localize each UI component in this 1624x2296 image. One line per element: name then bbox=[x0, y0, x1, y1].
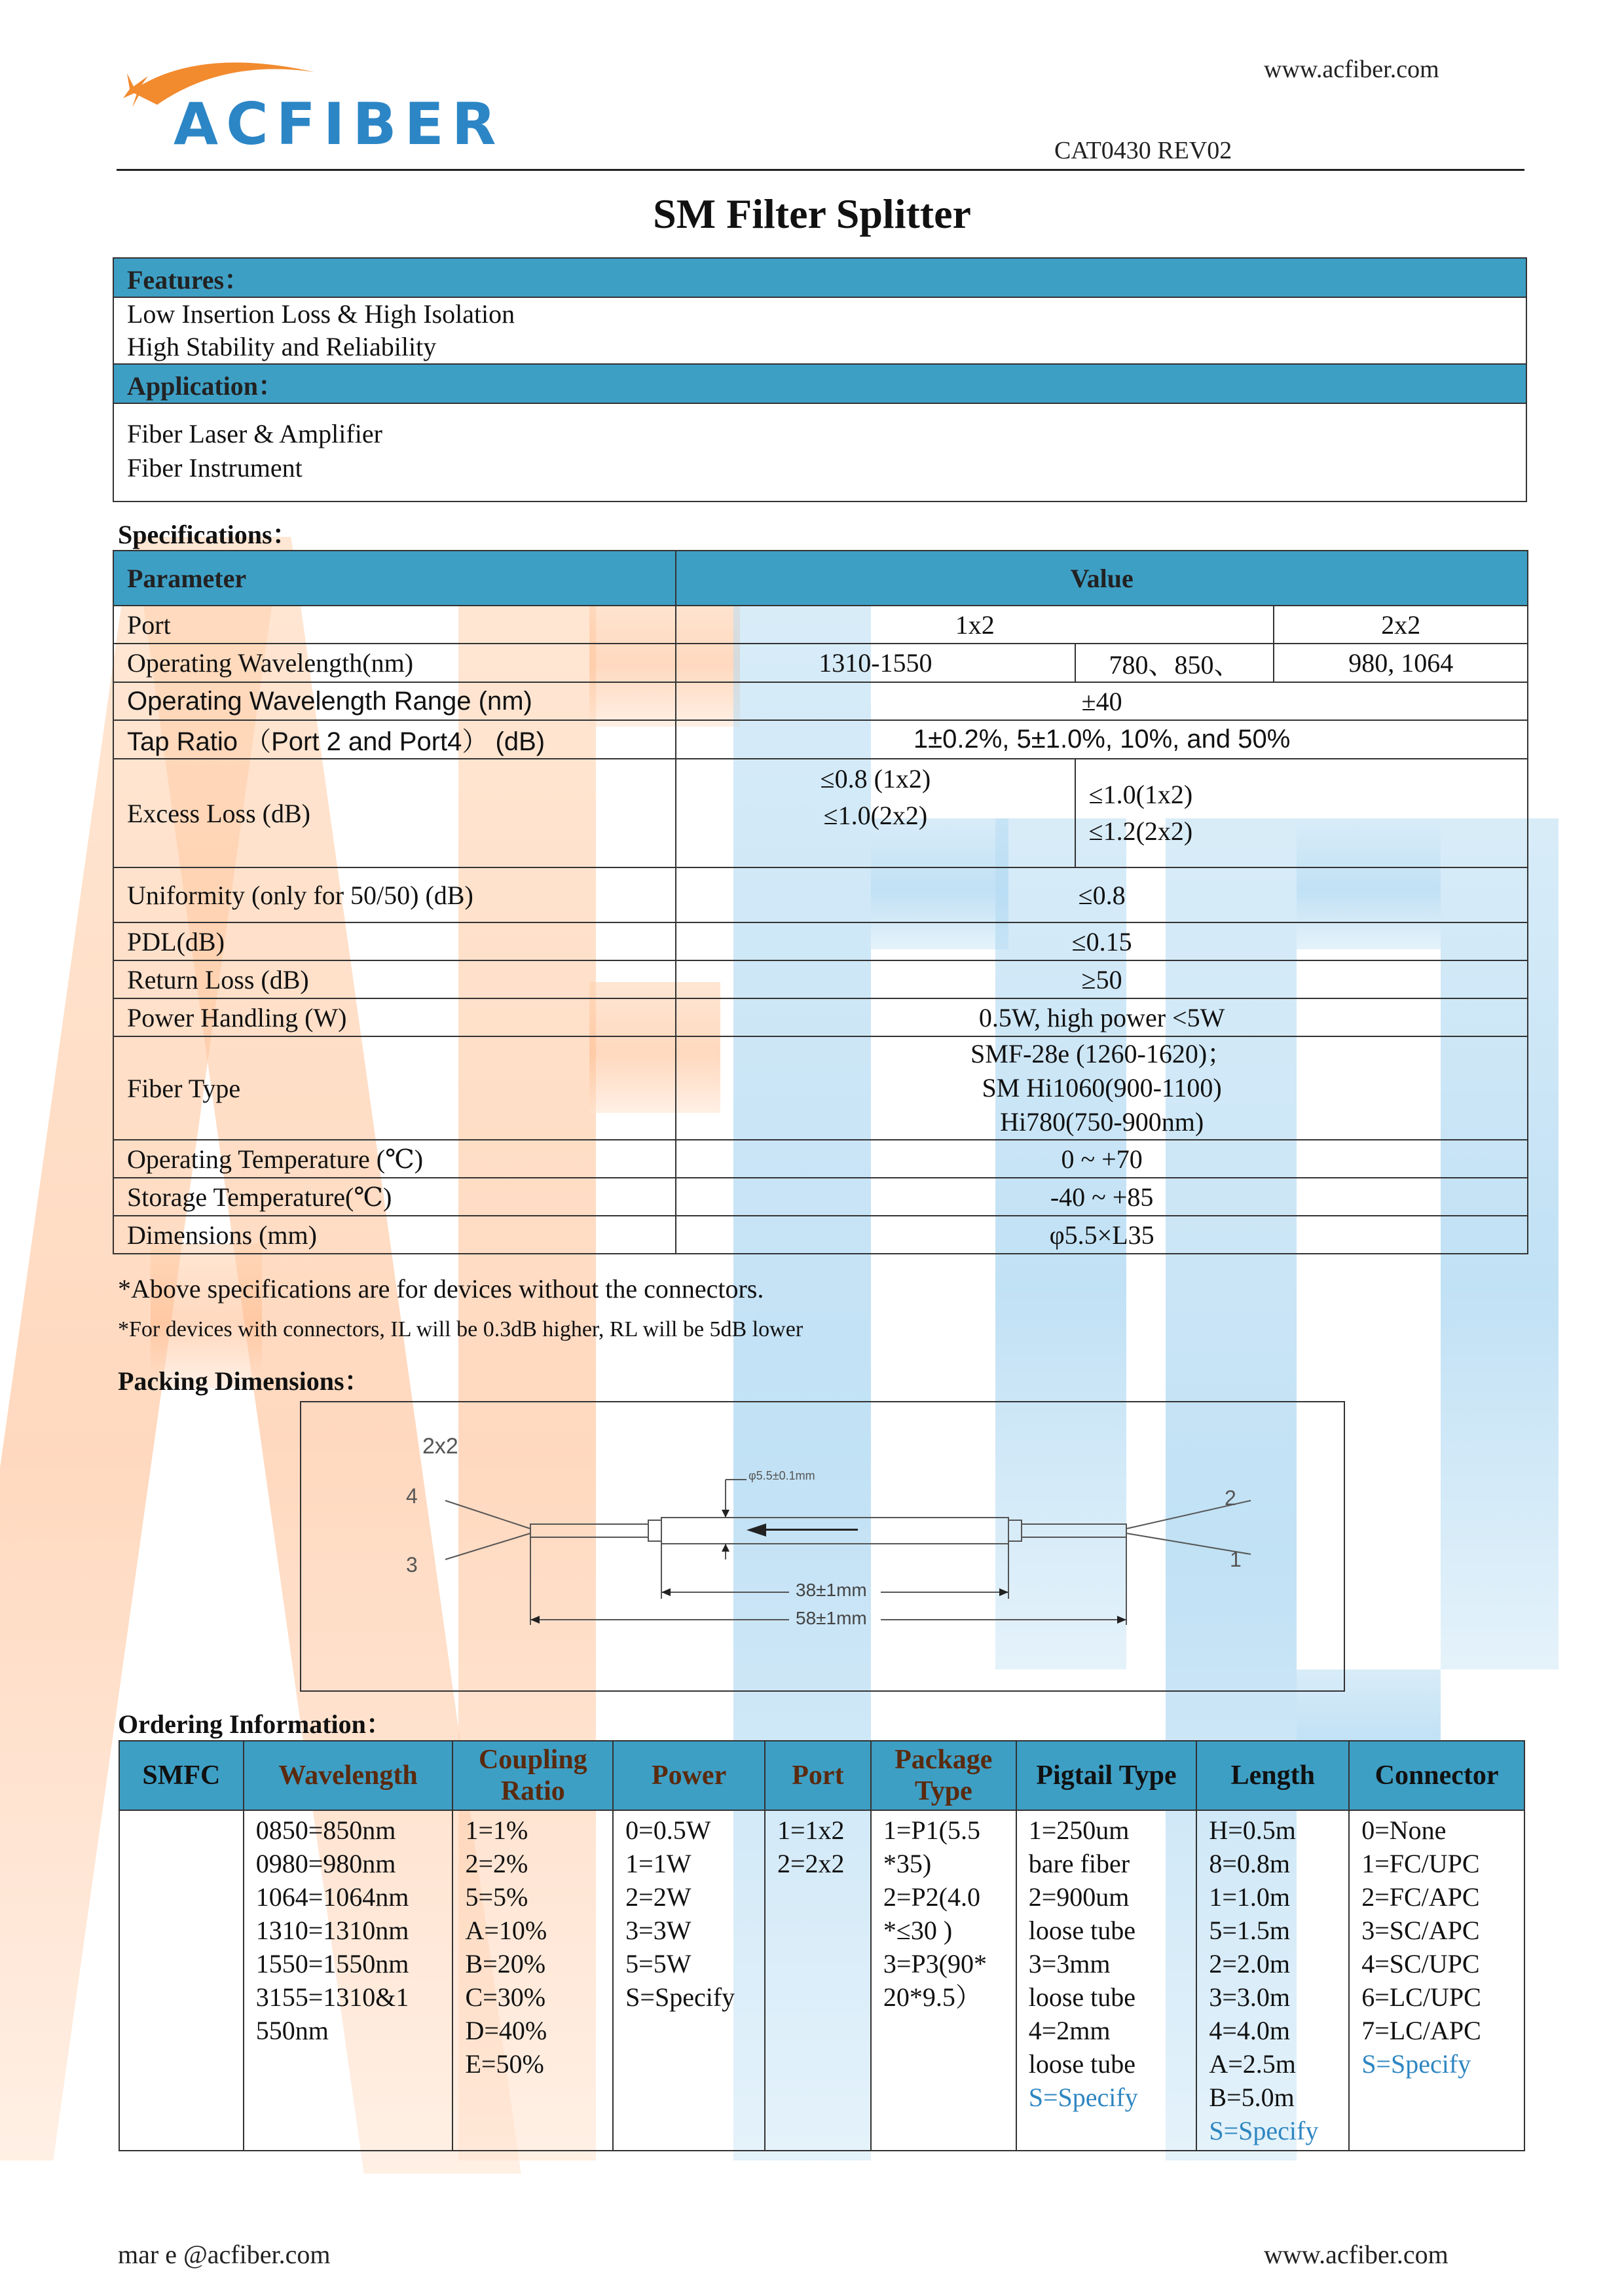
ord-option: 3=P3(90* bbox=[883, 1949, 987, 1978]
ord-col-pigtail: Pigtail Type bbox=[1016, 1741, 1197, 1810]
param-label: Port bbox=[113, 606, 676, 644]
diagram-length-outer: 58±1mm bbox=[796, 1608, 867, 1628]
ord-option: loose tube bbox=[1028, 1982, 1136, 2012]
application-item: Fiber Instrument bbox=[127, 453, 303, 483]
ord-option: 3=3mm bbox=[1028, 1949, 1111, 1978]
ord-col-smfc: SMFC bbox=[119, 1741, 244, 1810]
param-value: ≥50 bbox=[676, 960, 1528, 998]
ord-col-coupling: Coupling Ratio bbox=[452, 1741, 613, 1810]
ord-option: 4=4.0m bbox=[1209, 2016, 1291, 2045]
ord-option: *≤30 ) bbox=[883, 1916, 953, 1945]
diagram-port-3: 3 bbox=[406, 1553, 418, 1576]
feature-item: Low Insertion Loss & High Isolation bbox=[127, 299, 515, 329]
param-label: Excess Loss (dB) bbox=[113, 759, 676, 867]
ord-option: 2=FC/APC bbox=[1361, 1882, 1480, 1912]
param-label: Tap Ratio （Port 2 and Port4） (dB) bbox=[113, 720, 676, 759]
ordering-label: Ordering Information： bbox=[118, 1709, 392, 1739]
param-value: 980, 1064 bbox=[1274, 644, 1528, 682]
application-item: Fiber Laser & Amplifier bbox=[127, 419, 382, 448]
note-connectors: *Above specifications are for devices without the connectors. bbox=[118, 1274, 764, 1303]
ord-smfc-cell bbox=[119, 1810, 244, 2151]
param-value: ≤1.0(2x2) bbox=[823, 801, 928, 830]
note-connector-loss: *For devices with connectors, IL will be 0.3dB higher, RL will be 5dB lower bbox=[118, 1317, 803, 1341]
diagram-type-label: 2x2 bbox=[422, 1434, 458, 1459]
features-header: Features： bbox=[113, 258, 1526, 297]
param-label: Fiber Type bbox=[113, 1036, 676, 1140]
ord-option: 3155=1310&1 bbox=[255, 1982, 409, 2012]
ord-col-connector: Connector bbox=[1349, 1741, 1524, 1810]
ord-option: 8=0.8m bbox=[1209, 1849, 1291, 1878]
ord-option: 3=SC/APC bbox=[1361, 1916, 1480, 1945]
param-label: PDL(dB) bbox=[113, 922, 676, 960]
param-value: -40 ~ +85 bbox=[676, 1178, 1528, 1216]
ord-option: 3=3W bbox=[625, 1916, 692, 1945]
diagram-port-4: 4 bbox=[406, 1484, 418, 1508]
param-value: 1x2 bbox=[676, 606, 1274, 644]
ord-col-length: Length bbox=[1196, 1741, 1349, 1810]
param-label: Operating Wavelength Range (nm) bbox=[113, 682, 676, 720]
ord-option: 2=P2(4.0 bbox=[883, 1882, 980, 1912]
param-value: 0.5W, high power <5W bbox=[676, 998, 1528, 1036]
ord-option: 1=P1(5.5 bbox=[883, 1815, 980, 1845]
ord-option: 6=LC/UPC bbox=[1361, 1982, 1481, 2012]
diagram-length-inner: 38±1mm bbox=[796, 1580, 867, 1600]
param-value: Hi780(750-900nm) bbox=[1000, 1107, 1204, 1137]
ord-option: 2=2x2 bbox=[777, 1849, 845, 1878]
param-value: ≤1.2(2x2) bbox=[1088, 816, 1193, 846]
ord-option: 0=0.5W bbox=[625, 1815, 711, 1845]
ord-option: 1310=1310nm bbox=[255, 1916, 409, 1945]
ord-option: 0=None bbox=[1361, 1815, 1447, 1845]
ord-option: 1=250um bbox=[1028, 1815, 1130, 1845]
col-value: Value bbox=[676, 551, 1528, 606]
ord-option: 550nm bbox=[255, 2016, 329, 2045]
ord-option: C=30% bbox=[465, 1982, 546, 2012]
footer-email: mar e @acfiber.com bbox=[118, 2240, 331, 2269]
param-label: Dimensions (mm) bbox=[113, 1216, 676, 1254]
ord-col-package: Package Type bbox=[871, 1741, 1016, 1810]
ord-option: 4=2mm bbox=[1028, 2016, 1111, 2045]
header-website: www.acfiber.com bbox=[1264, 56, 1439, 83]
param-value: 1310-1550 bbox=[676, 644, 1075, 682]
col-parameter: Parameter bbox=[113, 551, 676, 606]
ord-option-specify: S=Specify bbox=[1028, 2083, 1138, 2112]
ord-option: H=0.5m bbox=[1209, 1815, 1296, 1845]
diagram-port-1: 1 bbox=[1230, 1548, 1242, 1571]
ord-col-wavelength: Wavelength bbox=[244, 1741, 453, 1810]
ord-option: E=50% bbox=[465, 2049, 544, 2079]
param-value: ≤0.8 (1x2) bbox=[820, 764, 931, 793]
ord-option: 5=5W bbox=[625, 1949, 692, 1978]
header-rule bbox=[117, 169, 1524, 171]
footer-website: www.acfiber.com bbox=[1264, 2240, 1449, 2269]
ord-option: *35) bbox=[883, 1849, 932, 1878]
diagram-diameter: φ5.5±0.1mm bbox=[748, 1469, 815, 1482]
ord-option: 0980=980nm bbox=[255, 1849, 396, 1878]
ord-option: bare fiber bbox=[1028, 1849, 1130, 1878]
ord-option: 4=SC/UPC bbox=[1361, 1949, 1480, 1978]
param-label: Uniformity (only for 50/50) (dB) bbox=[113, 867, 676, 922]
ord-option: 1064=1064nm bbox=[255, 1882, 409, 1912]
doc-code: CAT0430 REV02 bbox=[1054, 137, 1232, 164]
ord-option: loose tube bbox=[1028, 2049, 1136, 2079]
specifications-table bbox=[113, 550, 1528, 1254]
param-value: SM Hi1060(900-1100) bbox=[982, 1073, 1222, 1102]
page-title: SM Filter Splitter bbox=[653, 191, 971, 237]
ord-col-power: Power bbox=[613, 1741, 765, 1810]
param-value: 780、850、 bbox=[1075, 644, 1274, 682]
param-label: Return Loss (dB) bbox=[113, 960, 676, 998]
ord-option: 1=1% bbox=[465, 1815, 528, 1845]
ord-option: 1550=1550nm bbox=[255, 1949, 409, 1978]
param-label: Operating Wavelength(nm) bbox=[113, 644, 676, 682]
ord-option: 5=1.5m bbox=[1209, 1916, 1291, 1945]
features-application-table bbox=[113, 257, 1527, 502]
diagram-port-2: 2 bbox=[1225, 1486, 1236, 1510]
company-logo: ACFIBER bbox=[174, 90, 504, 158]
param-label: Storage Temperature(℃) bbox=[113, 1178, 676, 1216]
param-value: SMF-28e (1260-1620)； bbox=[970, 1039, 1234, 1068]
ord-option: 7=LC/APC bbox=[1361, 2016, 1481, 2045]
ord-col-port: Port bbox=[765, 1741, 871, 1810]
ord-option: 2=900um bbox=[1028, 1882, 1130, 1912]
param-value: φ5.5×L35 bbox=[676, 1216, 1528, 1254]
ord-option: 20*9.5） bbox=[883, 1982, 982, 2012]
ord-option: 2=2% bbox=[465, 1849, 528, 1878]
param-value: ≤1.0(1x2) bbox=[1088, 780, 1193, 809]
feature-item: High Stability and Reliability bbox=[127, 332, 437, 361]
ord-option: 1=FC/UPC bbox=[1361, 1849, 1480, 1878]
param-value: ±40 bbox=[676, 682, 1528, 720]
ord-option-specify: S=Specify bbox=[1361, 2049, 1471, 2079]
ord-option: 1=1x2 bbox=[777, 1815, 845, 1845]
ord-option: 2=2.0m bbox=[1209, 1949, 1291, 1978]
ord-option: 1=1W bbox=[625, 1849, 692, 1878]
param-value: 2x2 bbox=[1274, 606, 1528, 644]
param-value: 0 ~ +70 bbox=[676, 1140, 1528, 1178]
ord-option: 0850=850nm bbox=[255, 1815, 396, 1845]
ord-option: B=20% bbox=[465, 1949, 546, 1978]
ord-option: D=40% bbox=[465, 2016, 547, 2045]
ord-option: 1=1.0m bbox=[1209, 1882, 1291, 1912]
specifications-label: Specifications： bbox=[118, 520, 299, 549]
ord-option: A=2.5m bbox=[1209, 2049, 1296, 2079]
ord-option-specify: S=Specify bbox=[1209, 2116, 1319, 2145]
ord-option: 5=5% bbox=[465, 1882, 528, 1912]
packing-diagram bbox=[300, 1401, 1345, 1692]
application-header: Application： bbox=[113, 364, 1526, 403]
param-label: Power Handling (W) bbox=[113, 998, 676, 1036]
ord-option: 2=2W bbox=[625, 1882, 692, 1912]
param-label: Operating Temperature (℃) bbox=[113, 1140, 676, 1178]
ord-option: loose tube bbox=[1028, 1916, 1136, 1945]
ord-option: A=10% bbox=[465, 1916, 547, 1945]
ord-option: S=Specify bbox=[625, 1982, 735, 2012]
param-value: ≤0.15 bbox=[676, 922, 1528, 960]
ord-option: B=5.0m bbox=[1209, 2083, 1295, 2112]
ordering-table bbox=[119, 1740, 1525, 2151]
ord-option: 3=3.0m bbox=[1209, 1982, 1291, 2012]
packing-label: Packing Dimensions： bbox=[118, 1366, 371, 1396]
param-value: ≤0.8 bbox=[676, 867, 1528, 922]
param-value: 1±0.2%, 5±1.0%, 10%, and 50% bbox=[676, 720, 1528, 759]
